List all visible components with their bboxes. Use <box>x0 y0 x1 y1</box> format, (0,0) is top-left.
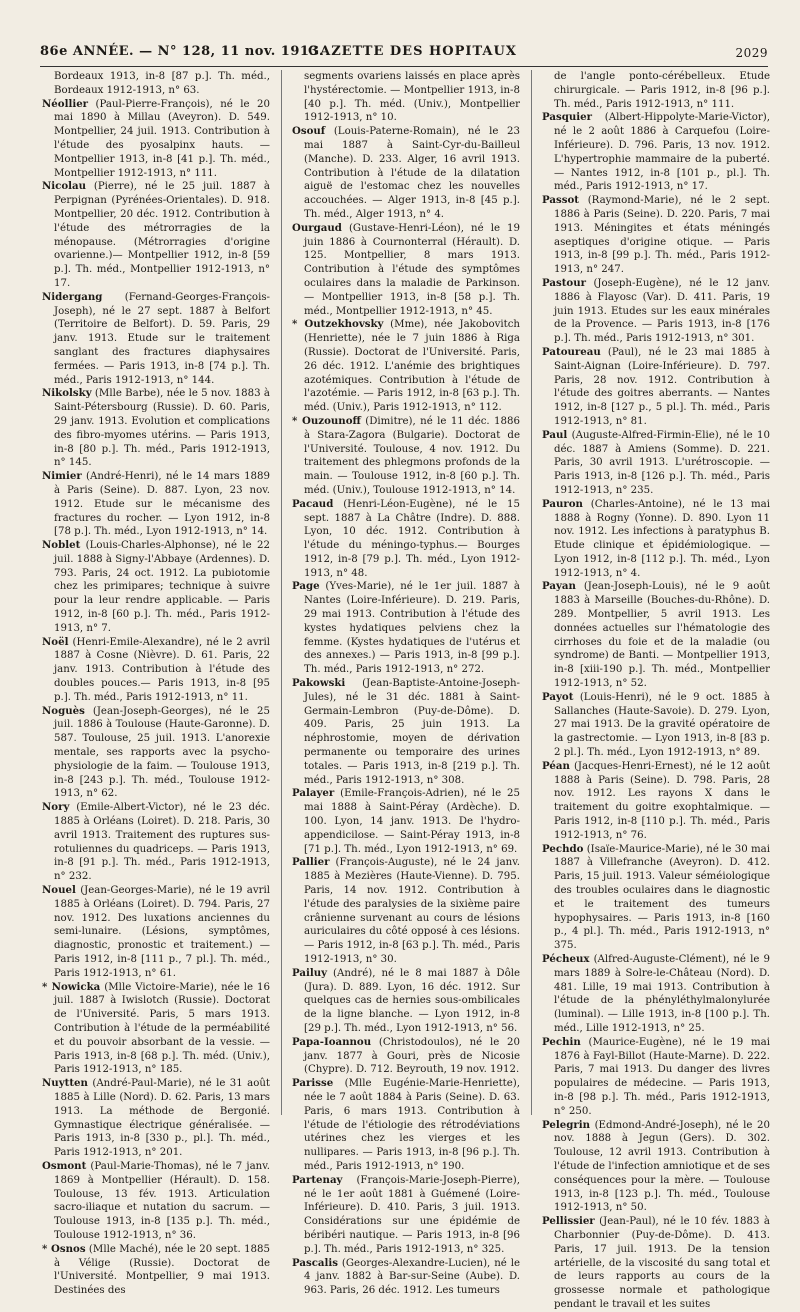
entry-text: (Louis-Henri), né le 9 oct. 1885 à Sallanches (Haute-Savoie). D. 279. Lyon, 27 mai 1913. De la gravité opératoire de la gastrectomie. — Lyon 1913, in-8 [83 p. 2 pl.]. Th. méd., Lyon 1912-1913, n° 89. <box>554 691 770 759</box>
entry-text: (Dimitre), né le 11 déc. 1886 à Stara-Zagora (Bulgarie). Doctorat de l'Université. Toulouse, 4 nov. 1912. Du traitement des phlegmons profonds de la main. — Toulouse 1912, in-8 [60 p.]. Th. méd. (Univ.), Toulouse 1912-1913, n° 14. <box>304 415 520 496</box>
entry-text: (Henri-Léon-Eugène), né le 15 sept. 1887 à La Châtre (Indre). D. 888. Lyon, 10 déc. 1912. Contribution à l'étude du méningo-typhus.— Bourges 1912, in-8 [79 p.]. Th. méd., Lyon 1912-1913, n° 48. <box>304 498 520 579</box>
author-name: Pallier <box>292 856 330 869</box>
entry-text: (Mlle Maché), née le 20 sept. 1885 à Vélige (Russie). Doctorat de l'Université. Montpellier, 9 mai 1913. Destinées des <box>54 1243 271 1297</box>
author-name: Parisse <box>292 1077 334 1090</box>
entry-text: (Jean-Paul), né le 10 fév. 1883 à Charbonnier (Puy-de-Dôme). D. 413. Paris, 17 juil. 1913. De la tension artérielle, de la viscosité du sang total et de leurs rapports au cours de la grossesse normale et pathologique pendant le travail et les suites <box>554 1216 770 1310</box>
author-name: Nouel <box>42 884 76 897</box>
author-name: Passot <box>542 194 579 207</box>
thesis-entry <box>542 1215 770 1312</box>
entry-text: (Christodoulos), né le 20 janv. 1877 à Gouri, près de Nicosie (Chypre). D. 712. Beyrouth, 19 nov. 1912. <box>304 1036 520 1076</box>
thesis-entry <box>42 705 270 802</box>
author-name: Osouf <box>292 125 326 138</box>
entry-text: (Louis-Charles-Alphonse), né le 22 juil. 1888 à Signy-l'Abbaye (Ardennes). D. 793. Paris, 24 oct. 1912. La pubiotomie chez les primipares; technique à suivre pour la leur rendre applicable. — Paris 1912, in-8 [60 p.]. Th. méd., Paris 1912-1913, n° 7. <box>54 540 270 634</box>
author-name: Pellissier <box>542 1215 595 1228</box>
thesis-entry <box>42 98 270 181</box>
entry-text: (Jean-Georges-Marie), né le 19 avril 1885 à Orléans (Loiret). D. 794. Paris, 27 nov. 1912. Des luxations anciennes du semi-lunaire. (Lésions, symptômes, diagnostic, pronostic et traitement.) — Paris 1912, in-8 [111 p., 7 pl.]. Th. méd., Paris 1912-1913, n° 61. <box>54 885 270 979</box>
author-name: Péan <box>542 759 570 772</box>
thesis-entry <box>542 1036 770 1119</box>
entry-text: (Paul-Marie-Thomas), né le 7 janv. 1869 à Montpellier (Hérault). D. 158. Toulouse, 13 fév. 1913. Articulation sacro-iliaque et nutation du sacrum. — Toulouse 1913, in-8 [135 p.]. Th. méd., Toulouse 1912-1913, n° 36. <box>54 1160 270 1241</box>
thesis-entry <box>292 1257 520 1298</box>
thesis-entry <box>42 180 270 290</box>
entry-text: (Albert-Hippolyte-Marie-Victor), né le 2 août 1886 à Carquefou (Loire-Inférieure). D. 796. Paris, 13 nov. 1912. L'hypertrophie mammaire de la puberté. — Nantes 1912, in-8 [101 p., pl.]. Th. méd., Paris 1912-1913, n° 17. <box>554 112 770 193</box>
column-3 <box>542 70 771 1310</box>
author-name: Pastour <box>542 276 586 289</box>
entry-text: (Maurice-Eugène), né le 19 mai 1876 à Fayl-Billot (Haute-Marne). D. 222. Paris, 7 mai 1913. Du danger des livres populaires de médecine. — Paris 1913, in-8 [98 p.]. Th. méd., Paris 1912-1913, n° 250. <box>554 1036 770 1117</box>
thesis-entry <box>542 1119 770 1216</box>
entry-text: (Raymond-Marie), né le 2 sept. 1886 à Paris (Seine). D. 220. Paris, 7 mai 1913. Méningites et états méningés aseptiques d'origine otique. — Paris 1913, in-8 [99 p.]. Th. méd., Paris 1912-1913, n° 247. <box>554 195 770 276</box>
author-name: * Outzekhovsky <box>292 318 384 331</box>
author-name: Payot <box>542 690 574 703</box>
author-name: Pechdo <box>542 842 584 855</box>
author-name: Pelegrin <box>542 1118 590 1131</box>
entry-text: (André-Paul-Marie), né le 31 août 1885 à Lille (Nord). D. 62. Paris, 13 mars 1913. La méthode de Bergonié. Gymnastique électrique généralisée. — Paris 1913, in-8 [330 p., pl.]. Th. méd., Paris 1912-1913, n° 201. <box>54 1078 270 1159</box>
author-name: Papa-Ioannou <box>292 1035 372 1048</box>
thesis-entry <box>292 1174 520 1257</box>
author-name: Pauron <box>542 497 583 510</box>
thesis-entry <box>542 429 770 498</box>
author-name: Ourgaud <box>292 221 342 234</box>
author-name: Osmont <box>42 1159 87 1172</box>
entry-text: (Jean-Joseph-Louis), né le 9 août 1883 à Marseille (Bouches-du-Rhône). D. 289. Montpellier, 5 avril 1913. Les données actuelles sur l'hématologie des cirrhoses du foie et de la maladie (ou syndrome) de Banti. — Montpellier 1913, in-8 [xiii-190 p.]. Th. méd., Montpellier 1912-1913, n° 52. <box>554 581 770 690</box>
entry-text: (Jacques-Henri-Ernest), né le 12 août 1888 à Paris (Seine). D. 798. Paris, 28 nov. 1912. Les rayons X dans le traitement du goitre exophtalmique. — Paris 1912, in-8 [110 p.]. Th. méd., Paris 1912-1913, n° 76. <box>554 760 770 841</box>
entry-text: (Emile-Albert-Victor), né le 23 déc. 1885 à Orléans (Loiret). D. 218. Paris, 30 avril 1913. Traitement des ruptures sus-rotuliennes du quadriceps. — Paris 1913, in-8 [91 p.]. Th. méd., Paris 1912-1913, n° 232. <box>54 802 270 883</box>
author-name: Pascalis <box>292 1256 339 1269</box>
entry-text: (Pierre), né le 25 juil. 1887 à Perpignan (Pyrénées-Orientales). D. 918. Montpellier, 20 déc. 1912. Contribution à l'étude des métrorragies de la ménopause. (Métrorragies d'origine ovarienne.)— Montpellier 1912, in-8 [59 p.]. Th. méd., Montpellier 1912-1913, n° 17. <box>54 181 270 289</box>
thesis-entry <box>42 1077 270 1160</box>
entry-text: (Fernand-Georges-François-Joseph), né le 27 sept. 1887 à Belfort (Territoire de Belfort). D. 59. Paris, 29 janv. 1913. Etude sur le traitement sanglant des fractures diaphysaires fermées. — Paris 1913, in-8 [74 p.]. Th. méd., Paris 1912-1913, n° 144. <box>54 291 270 386</box>
thesis-entry <box>542 760 770 843</box>
author-name: Nory <box>42 801 70 814</box>
entry-text: (Isaïe-Maurice-Marie), né le 30 mai 1887 à Villefranche (Aveyron). D. 412. Paris, 15 juil. 1913. Valeur séméiologique des troubles oculaires dans le diagnostic et le traitement des tumeurs hypophysaires. — Paris 1913, in-8 [160 p., 4 pl.]. Th. méd., Paris 1912-1913, n° 375. <box>554 843 770 952</box>
thesis-entry <box>292 1036 520 1077</box>
thesis-entry <box>292 498 520 581</box>
entry-text: (Georges-Alexandre-Lucien), né le 4 janv. 1882 à Bar-sur-Seine (Aube). D. 963. Paris, 26 déc. 1912. Les tumeurs <box>304 1257 520 1297</box>
thesis-entry <box>292 677 520 787</box>
thesis-entry <box>42 387 270 470</box>
author-name: Néollier <box>42 97 89 110</box>
author-name: Nuytten <box>42 1077 88 1090</box>
author-name: Pailuy <box>292 966 328 979</box>
thesis-entry <box>542 498 770 581</box>
entry-text: (Charles-Antoine), né le 13 mai 1888 à Rogny (Yonne). D. 890. Lyon 11 nov. 1912. Les infections à paratyphus B. Etude clinique et épidémiologique. — Lyon 1912, in-8 [112 p.]. Th. méd., Lyon 1912-1913, n° 4. <box>554 498 770 579</box>
author-name: Pakowski <box>292 677 346 690</box>
thesis-entry <box>292 787 520 856</box>
entry-text: de l'angle ponto-cérébelleux. Etude chirurgicale. — Paris 1912, in-8 [96 p.]. Th. méd., Paris 1912-1913, n° 111. <box>554 71 770 110</box>
author-name: * Nowicka <box>42 980 101 993</box>
author-name: Pacaud <box>292 497 334 510</box>
entry-text: (Paul-Pierre-François), né le 20 mai 1890 à Millau (Aveyron). D. 549. Montpellier, 24 juil. 1913. Contribution à l'étude des pyosalpinx hauts. — Montpellier 1913, in-8 [41 p.]. Th. méd., Montpellier 1912-1913, n° 111. <box>54 98 270 179</box>
entry-text: (Louis-Paterne-Romain), né le 23 mai 1887 à Saint-Cyr-du-Bailleul (Manche). D. 233. Alger, 16 avril 1913. Contribution à l'étude de la dilatation aiguë de l'estomac chez les nouvelles accouchées. — Alger 1913, in-8 [45 p.]. Th. méd., Alger 1913, n° 4. <box>304 126 520 220</box>
thesis-entry <box>542 346 770 429</box>
author-name: Pasquier <box>542 111 592 124</box>
entry-text: (Auguste-Alfred-Firmin-Elie), né le 10 déc. 1887 à Amiens (Somme). D. 221. Paris, 30 avril 1913. L'urétroscopie. — Paris 1913, in-8 [126 p.]. Th. méd., Paris 1912-1913, n° 235. <box>554 429 770 496</box>
entry-text: (Emile-François-Adrien), né le 25 mai 1888 à Saint-Péray (Ardèche). D. 100. Lyon, 14 janv. 1913. De l'hydro-appendicilose. — Saint-Péray 1913, in-8 [71 p.]. Th. méd., Lyon 1912-1913, n° 69. <box>304 788 520 855</box>
entry-text: (Mlle Victoire-Marie), née le 16 juil. 1887 à Iwislotch (Russie). Doctorat de l'Université. Paris, 5 mars 1913. Contribution à l'étude de la perméabilité et du pouvoir absorbant de la vessie. — Paris 1913, in-8 [68 p.]. Th. méd. (Univ.), Paris 1912-1913, n° 185. <box>54 981 271 1076</box>
entry-text: (François-Auguste), né le 24 janv. 1885 à Mezières (Haute-Vienne). D. 795. Paris, 14 nov. 1912. Contribution à l'étude des paralysies de la sixième paire crânienne survenant au cours de lésions auriculaires du côté opposé à ces lésions. — Paris 1912, in-8 [63 p.]. Th. méd., Paris 1912-1913, n° 30. <box>304 857 520 965</box>
author-name: Noblet <box>42 539 81 552</box>
thesis-entry <box>542 691 770 760</box>
thesis-entry <box>42 801 270 884</box>
thesis-entry <box>292 70 520 125</box>
author-name: Page <box>292 580 320 593</box>
thesis-entry <box>542 580 770 690</box>
thesis-entry <box>542 111 770 194</box>
author-name: Noël <box>42 635 69 648</box>
column-divider <box>281 70 282 1115</box>
author-name: Pécheux <box>542 953 590 965</box>
entry-text: (Alfred-Auguste-Clément), né le 9 mars 1889 à Solre-le-Château (Nord). D. 481. Lille, 19 mai 1913. Contribution à l'étude de la phényléthylmalonylurée (luminal). — Lille 1913, in-8 [100 p.]. Th. méd., Lille 1912-1913, n° 25. <box>554 954 770 1034</box>
thesis-entry <box>42 470 270 539</box>
entry-text: (Mlle Barbe), née le 5 nov. 1883 à Saint-Pétersbourg (Russie). D. 60. Paris, 29 janv. 1913. Evolution et complications des fibro-myomes utérins. — Paris 1913, in-8 [80 p.]. Th. méd., Paris 1912-1913, n° 145. <box>54 388 270 469</box>
column-divider <box>531 70 532 1115</box>
thesis-entry <box>292 318 520 415</box>
entry-text: (Henri-Emile-Alexandre), né le 2 avril 1887 à Cosne (Nièvre). D. 61. Paris, 22 janv. 1913. Contribution à l'étude des doubles pouces.— Paris 1913, in-8 [95 p.]. Th. méd., Paris 1912-1913, n° 11. <box>54 636 270 703</box>
thesis-entry <box>292 967 520 1036</box>
thesis-entry <box>42 636 270 705</box>
entry-text: (Joseph-Eugène), né le 12 janv. 1886 à Flayosc (Var). D. 411. Paris, 19 juin 1913. Etudes sur les eaux minérales de la Provence. — Paris 1913, in-8 [176 p.]. Th. méd., Paris 1912-1913, n° 301. <box>554 277 770 345</box>
thesis-entry <box>292 415 520 498</box>
entry-text: (Paul), né le 23 mai 1885 à Saint-Aignan (Loire-Inférieure). D. 797. Paris, 28 nov. 1912. Contribution à l'étude des goitres aberrants. — Nantes 1912, in-8 [127 p., 5 pl.]. Th. méd., Paris 1912-1913, n° 81. <box>554 346 770 427</box>
entry-text: (André-Henri), né le 14 mars 1889 à Paris (Seine). D. 887. Lyon, 23 nov. 1912. Etude sur le mécanisme des fractures du rocher. — Lyon 1912, in-8 [78 p.]. Th. méd., Lyon 1912-1913, n° 14. <box>54 471 270 538</box>
column-2 <box>292 70 520 1297</box>
thesis-entry <box>542 70 770 111</box>
thesis-entry <box>292 580 520 677</box>
author-name: Payan <box>542 580 576 593</box>
entry-text: segments ovariens laissés en place après l'hystérectomie. — Montpellier 1913, in-8 [40 p.]. Th. méd. (Univ.), Montpellier 1912-1913, n° 10. <box>304 71 520 124</box>
entry-text: (Edmond-André-Joseph), né le 20 nov. 1888 à Jegun (Gers). D. 302. Toulouse, 12 avril 1913. Contribution à l'étude de l'infection amniotique et de ses conséquences pour la mère. — Toulouse 1913, in-8 [123 p.]. Th. méd., Toulouse 1912-1913, n° 50. <box>554 1119 771 1214</box>
thesis-entry <box>42 539 270 636</box>
author-name: Nikolsky <box>42 387 92 400</box>
thesis-entry <box>292 222 520 319</box>
entry-text: (Jean-Baptiste-Antoine-Joseph-Jules), né le 31 déc. 1881 à Saint-Germain-Lembron (Puy-de-Dôme). D. 409. Paris, 25 juin 1913. La néphrostomie, moyen de dérivation permanente ou temporaire des urines totales. — Paris 1913, in-8 [219 p.]. Th. méd., Paris 1912-1913, n° 308. <box>304 678 520 786</box>
entry-text: (François-Marie-Joseph-Pierre), né le 1er août 1881 à Guémené (Loire-Inférieure). D. 410. Paris, 3 juil. 1913. Considérations sur une épidémie de béribéri nautique. — Paris 1913, in-8 [96 p.]. Th. méd., Paris 1912-1913, n° 325. <box>304 1174 520 1255</box>
entry-text: (Jean-Joseph-Georges), né le 25 juil. 1886 à Toulouse (Haute-Garonne). D. 587. Toulouse, 25 juil. 1913. L'anorexie mentale, ses rapports avec la psycho-physiologie de la faim. — Toulouse 1913, in-8 [243 p.]. Th. méd., Toulouse 1912-1913, n° 62. <box>54 705 270 800</box>
entry-text: Bordeaux 1913, in-8 [87 p.]. Th. méd., Bordeaux 1912-1913, n° 63. <box>54 71 270 96</box>
author-name: Nidergang <box>42 290 103 303</box>
author-name: Partenay <box>292 1173 343 1186</box>
author-name: Palayer <box>292 787 335 800</box>
author-name: Patoureau <box>542 345 601 358</box>
thesis-entry <box>542 194 770 277</box>
thesis-entry <box>42 884 270 981</box>
thesis-entry <box>542 953 770 1036</box>
thesis-entry <box>292 1077 520 1174</box>
author-name: Nicolau <box>42 180 87 193</box>
thesis-entry <box>42 981 270 1078</box>
issue-info: 86e ANNÉE. — N° 128, 11 nov. 1913. <box>40 44 324 59</box>
entry-text: (Yves-Marie), né le 1er juil. 1887 à Nantes (Loire-Inférieure). D. 219. Paris, 29 mai 1913. Contribution à l'étude des kystes hydatiques pelviens chez la femme. (Kystes hydatiques de l'utérus et des annexes.) — Paris 1913, in-8 [99 p.]. Th. méd., Paris 1912-1913, n° 272. <box>304 581 520 676</box>
thesis-entry <box>542 843 770 953</box>
author-name: Nimier <box>42 470 82 483</box>
thesis-entry <box>292 856 520 966</box>
page-number: 2029 <box>735 46 768 60</box>
entry-text: (André), né le 8 mai 1887 à Dôle (Jura). D. 889. Lyon, 16 déc. 1912. Sur quelques cas de hernies sous-ombilicales de la ligne blanche. — Lyon 1912, in-8 [29 p.]. Th. méd., Lyon 1912-1913, n° 56. <box>304 967 520 1034</box>
thesis-entry <box>42 70 270 98</box>
author-name: Noguès <box>42 704 85 717</box>
entry-text: (Mme), née Jakobovitch (Henriette), née le 7 juin 1886 à Riga (Russie). Doctorat de l'Université. Paris, 26 déc. 1912. L'anémie des brightiques azotémiques. Contribution à l'étude de l'azotémie. — Paris 1912, in-8 [63 p.]. Th. méd. (Univ.), Paris 1912-1913, n° 112. <box>304 319 520 414</box>
column-1 <box>42 70 271 1297</box>
thesis-entry <box>42 291 270 388</box>
entry-text: (Mlle Eugénie-Marie-Henriette), née le 7 août 1884 à Paris (Seine). D. 63. Paris, 6 mars 1913. Contribution à l'étude de l'étiologie des rétrodéviations utérines chez les vierges et les nullipares. — Paris 1913, in-8 [96 p.]. Th. méd., Paris 1912-1913, n° 190. <box>304 1078 520 1172</box>
thesis-entry <box>292 125 520 222</box>
author-name: Pechin <box>542 1035 581 1048</box>
header-rule <box>40 66 768 67</box>
thesis-entry <box>42 1243 270 1298</box>
entry-text: (Gustave-Henri-Léon), né le 19 juin 1886 à Cournonterral (Hérault). D. 125. Montpellier, 8 mars 1913. Contribution à l'étude des symptômes oculaires dans la maladie de Parkinson. — Montpellier 1913, in-8 [58 p.]. Th. méd., Montpellier 1912-1913, n° 45. <box>304 222 520 317</box>
author-name: * Ouzounoff <box>292 414 361 427</box>
thesis-entry <box>542 277 770 346</box>
author-name: Paul <box>542 428 568 441</box>
page-header <box>40 40 768 64</box>
thesis-entry <box>42 1160 270 1243</box>
author-name: * Osnos <box>42 1242 86 1255</box>
journal-title: GAZETTE DES HOPITAUX <box>308 44 517 59</box>
